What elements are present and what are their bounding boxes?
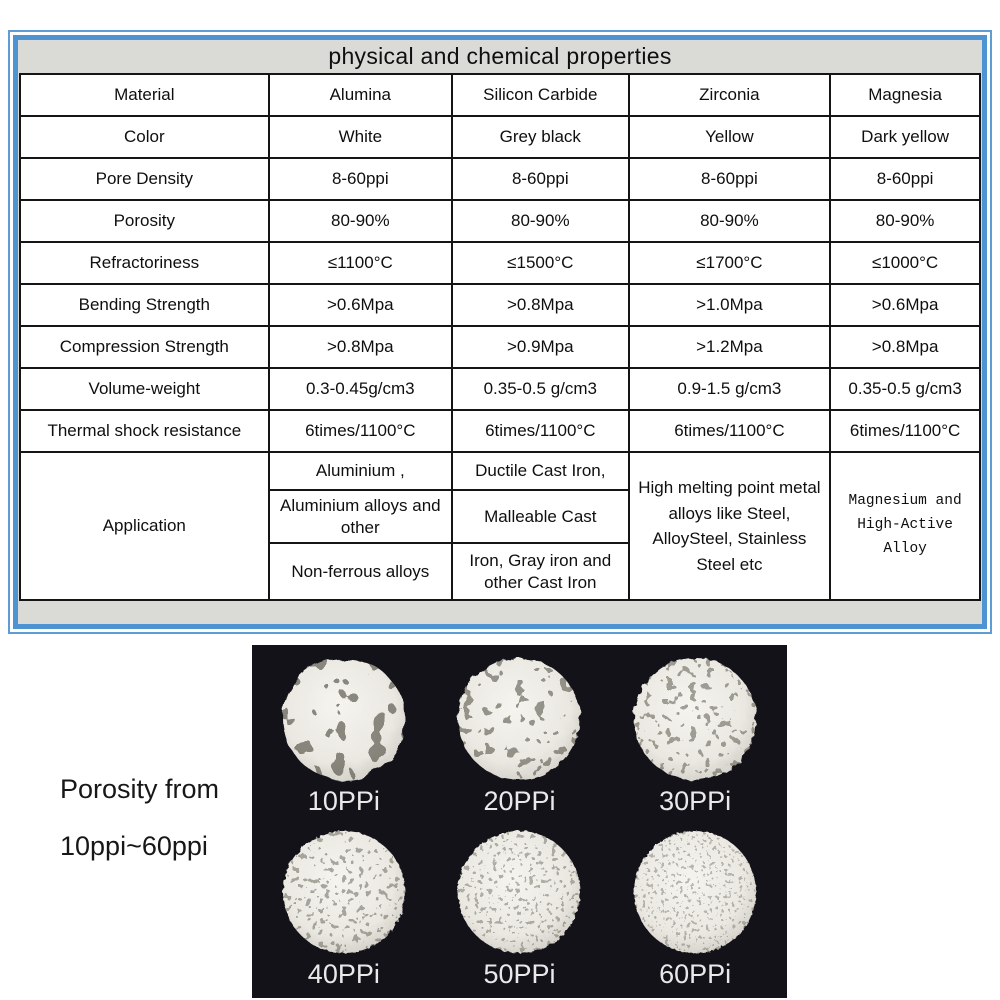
disc-label: 60PPi bbox=[659, 959, 732, 989]
row-label: Color bbox=[20, 116, 269, 158]
row-label: Porosity bbox=[20, 200, 269, 242]
value-cell: ≤1700°C bbox=[629, 242, 831, 284]
value-cell: 80-90% bbox=[269, 200, 452, 242]
value-cell: Zirconia bbox=[629, 74, 831, 116]
table-row-refractoriness bbox=[20, 242, 980, 284]
porosity-photo-panel bbox=[252, 645, 787, 998]
value-cell: 8-60ppi bbox=[452, 158, 629, 200]
table-row-application-1 bbox=[20, 452, 980, 490]
application-alumina-cell: Aluminium , bbox=[269, 452, 452, 490]
table-row-material bbox=[20, 74, 980, 116]
value-cell: 6times/1100°C bbox=[269, 410, 452, 452]
application-sic-cell: Malleable Cast bbox=[452, 490, 629, 543]
value-cell: White bbox=[269, 116, 452, 158]
frame-footer-band bbox=[18, 601, 982, 624]
value-cell: Silicon Carbide bbox=[452, 74, 629, 116]
disc-cell-30ppi bbox=[607, 652, 783, 825]
properties-table bbox=[19, 73, 981, 601]
table-row-porosity bbox=[20, 200, 980, 242]
value-cell: 80-90% bbox=[830, 200, 980, 242]
application-sic-cell: Iron, Gray iron and other Cast Iron bbox=[452, 543, 629, 600]
application-alumina-cell: Aluminium alloys and other bbox=[269, 490, 452, 543]
foam-disc-30ppi-image bbox=[628, 652, 762, 786]
value-cell: 0.3-0.45g/cm3 bbox=[269, 368, 452, 410]
row-label: Thermal shock resistance bbox=[20, 410, 269, 452]
disc-label: 50PPi bbox=[483, 959, 556, 989]
foam-disc-40ppi-image bbox=[277, 825, 411, 959]
disc-cell-10ppi bbox=[256, 652, 432, 825]
value-cell: 0.35-0.5 g/cm3 bbox=[452, 368, 629, 410]
spec-sheet-inner bbox=[13, 35, 987, 629]
value-cell: 8-60ppi bbox=[269, 158, 452, 200]
value-cell: >1.0Mpa bbox=[629, 284, 831, 326]
spec-sheet-frame bbox=[8, 30, 992, 634]
value-cell: >0.8Mpa bbox=[269, 326, 452, 368]
table-row-bending-strength bbox=[20, 284, 980, 326]
row-label: Refractoriness bbox=[20, 242, 269, 284]
table-row-thermal-shock bbox=[20, 410, 980, 452]
table-row-volume-weight bbox=[20, 368, 980, 410]
value-cell: ≤1100°C bbox=[269, 242, 452, 284]
foam-disc-60ppi-image bbox=[628, 825, 762, 959]
value-cell: 80-90% bbox=[452, 200, 629, 242]
value-cell: Yellow bbox=[629, 116, 831, 158]
row-label: Application bbox=[20, 452, 269, 600]
value-cell: Magnesia bbox=[830, 74, 980, 116]
table-row-pore-density bbox=[20, 158, 980, 200]
table-row-compression-strength bbox=[20, 326, 980, 368]
caption-line-2: 10ppi~60ppi bbox=[60, 831, 208, 861]
porosity-caption bbox=[60, 774, 219, 862]
value-cell: >0.6Mpa bbox=[269, 284, 452, 326]
value-cell: ≤1000°C bbox=[830, 242, 980, 284]
application-alumina-cell: Non-ferrous alloys bbox=[269, 543, 452, 600]
row-label: Material bbox=[20, 74, 269, 116]
row-label: Volume-weight bbox=[20, 368, 269, 410]
disc-cell-40ppi bbox=[256, 825, 432, 998]
value-cell: Alumina bbox=[269, 74, 452, 116]
table-row-color bbox=[20, 116, 980, 158]
value-cell: 80-90% bbox=[629, 200, 831, 242]
value-cell: >0.9Mpa bbox=[452, 326, 629, 368]
application-sic-cell: Ductile Cast Iron, bbox=[452, 452, 629, 490]
row-label: Bending Strength bbox=[20, 284, 269, 326]
value-cell: Dark yellow bbox=[830, 116, 980, 158]
foam-disc-20ppi-image bbox=[452, 652, 586, 786]
value-cell: 8-60ppi bbox=[830, 158, 980, 200]
application-magnesia-cell: Magnesium and High-Active Alloy bbox=[830, 452, 980, 600]
value-cell: ≤1500°C bbox=[452, 242, 629, 284]
value-cell: 0.9-1.5 g/cm3 bbox=[629, 368, 831, 410]
disc-label: 30PPi bbox=[659, 786, 732, 816]
value-cell: >1.2Mpa bbox=[629, 326, 831, 368]
row-label: Compression Strength bbox=[20, 326, 269, 368]
value-cell: >0.6Mpa bbox=[830, 284, 980, 326]
caption-line-1: Porosity from bbox=[60, 774, 220, 804]
table-title: physical and chemical properties bbox=[328, 43, 672, 69]
disc-cell-60ppi bbox=[607, 825, 783, 998]
disc-cell-50ppi bbox=[432, 825, 608, 998]
row-label: Pore Density bbox=[20, 158, 269, 200]
value-cell: Grey black bbox=[452, 116, 629, 158]
foam-disc-50ppi-image bbox=[452, 825, 586, 959]
application-zirconia-cell: High melting point metal alloys like Steel, AlloySteel, Stainless Steel etc bbox=[629, 452, 831, 600]
value-cell: 6times/1100°C bbox=[452, 410, 629, 452]
foam-disc-10ppi-image bbox=[277, 652, 411, 786]
disc-label: 20PPi bbox=[483, 786, 556, 816]
value-cell: 6times/1100°C bbox=[830, 410, 980, 452]
disc-label: 40PPi bbox=[307, 959, 380, 989]
value-cell: 8-60ppi bbox=[629, 158, 831, 200]
value-cell: 0.35-0.5 g/cm3 bbox=[830, 368, 980, 410]
value-cell: >0.8Mpa bbox=[830, 326, 980, 368]
value-cell: 6times/1100°C bbox=[629, 410, 831, 452]
value-cell: >0.8Mpa bbox=[452, 284, 629, 326]
disc-label: 10PPi bbox=[307, 786, 380, 816]
disc-cell-20ppi bbox=[432, 652, 608, 825]
